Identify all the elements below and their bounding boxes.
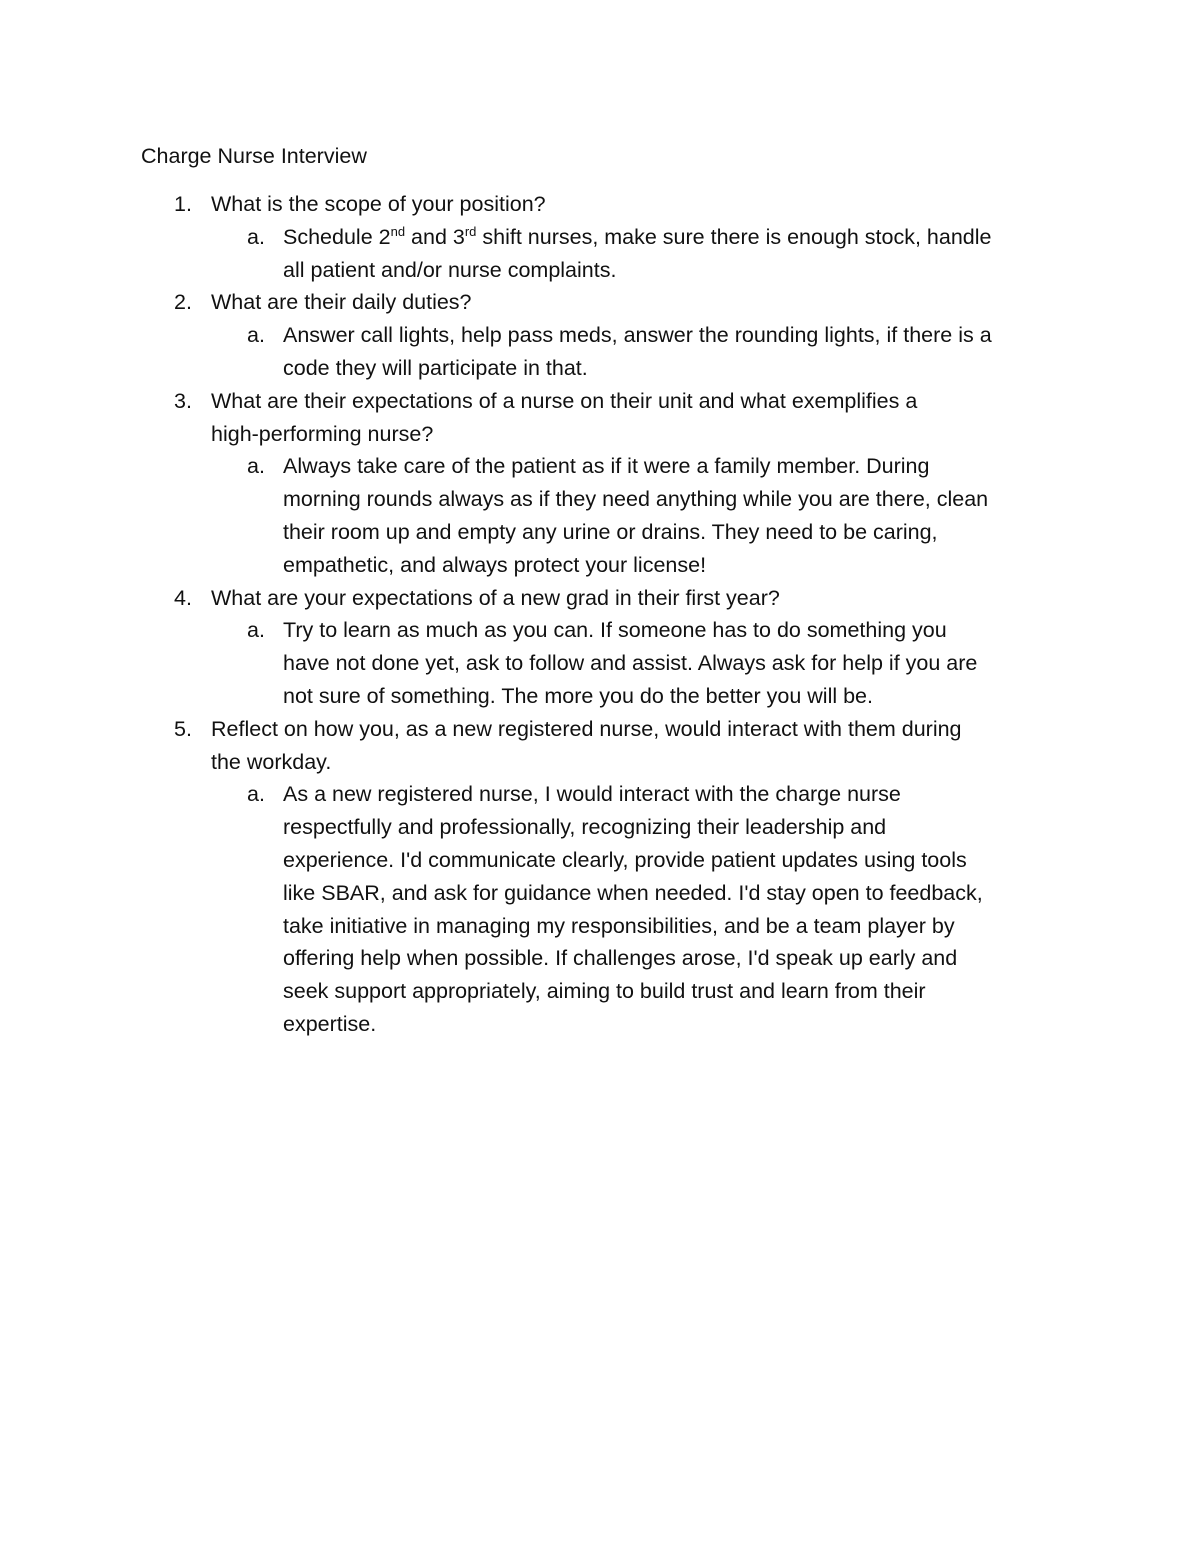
- question-number: 5.: [174, 716, 192, 741]
- answer-line: [0, 911, 1200, 944]
- question-text: What are their daily duties?: [211, 290, 472, 315]
- question-number: 1.: [174, 192, 192, 216]
- answer-letter: a.: [247, 618, 265, 643]
- question-line: [0, 583, 1200, 616]
- answer-line: [0, 812, 1200, 845]
- question-line: [0, 747, 1200, 780]
- answer-line: [0, 779, 1200, 812]
- answer-line: [0, 550, 1200, 583]
- answer-line: [0, 255, 1200, 288]
- answer-line: [0, 1009, 1200, 1042]
- question-line: [0, 386, 1200, 419]
- answer-line: [0, 615, 1200, 648]
- ordinal-suffix: nd: [390, 223, 406, 239]
- answer-line: [0, 353, 1200, 386]
- answer-line: [0, 222, 1200, 255]
- question-line: [0, 714, 1200, 747]
- interview-list: [0, 189, 1200, 1042]
- answer-line: [0, 845, 1200, 878]
- answer-text-part: and 3: [405, 224, 465, 249]
- question-line: [0, 189, 1200, 222]
- answer-text: not sure of something. The more you do the better you will be.: [283, 683, 873, 708]
- answer-text: Try to learn as much as you can. If someone has to do something you: [283, 618, 947, 643]
- answer-text: empathetic, and always protect your license!: [283, 552, 707, 577]
- answer-text: As a new registered nurse, I would interact with the charge nurse: [283, 782, 901, 807]
- question-text: What are their expectations of a nurse on their unit and what exemplifies a: [211, 388, 918, 413]
- answer-letter: a.: [247, 782, 265, 807]
- question-text: high-performing nurse?: [211, 421, 434, 446]
- answer-text: respectfully and professionally, recognizing their leadership and: [283, 815, 887, 840]
- answer-text: code they will participate in that.: [283, 355, 588, 380]
- answer-letter: a.: [247, 454, 265, 479]
- answer-text: take initiative in managing my responsibilities, and be a team player by: [283, 913, 955, 938]
- answer-letter: a.: [247, 224, 265, 249]
- question-line: [0, 287, 1200, 320]
- answer-text: Always take care of the patient as if it were a family member. During: [283, 454, 930, 479]
- answer-text: experience. I'd communicate clearly, provide patient updates using tools: [283, 847, 967, 872]
- answer-line: [0, 976, 1200, 1009]
- answer-text: like SBAR, and ask for guidance when needed. I'd stay open to feedback,: [283, 880, 983, 905]
- answer-text: offering help when possible. If challenges arose, I'd speak up early and: [283, 946, 958, 971]
- answer-line: [0, 648, 1200, 681]
- ordinal-suffix: rd: [464, 223, 477, 239]
- answer-line: [0, 451, 1200, 484]
- question-number: 3.: [174, 388, 192, 413]
- answer-line: [0, 320, 1200, 353]
- answer-text: seek support appropriately, aiming to build trust and learn from their: [283, 979, 926, 1004]
- answer-text: [283, 222, 992, 252]
- answer-text: have not done yet, ask to follow and assist. Always ask for help if you are: [283, 651, 978, 676]
- question-text: Reflect on how you, as a new registered nurse, would interact with them during: [211, 716, 962, 741]
- answer-text: expertise.: [283, 1011, 377, 1036]
- answer-line: [0, 681, 1200, 714]
- answer-line: [0, 878, 1200, 911]
- answer-letter: a.: [247, 323, 265, 348]
- question-number: 4.: [174, 585, 192, 610]
- question-text: the workday.: [211, 749, 332, 774]
- answer-text: all patient and/or nurse complaints.: [283, 257, 617, 282]
- question-number: 2.: [174, 290, 192, 315]
- answer-text: Answer call lights, help pass meds, answer the rounding lights, if there is a: [283, 323, 992, 348]
- answer-line: [0, 517, 1200, 550]
- question-text: What are your expectations of a new grad in their first year?: [211, 585, 780, 610]
- answer-text-part: shift nurses, make sure there is enough stock, handle: [476, 224, 992, 249]
- answer-line: [0, 943, 1200, 976]
- answer-text: their room up and empty any urine or drains. They need to be caring,: [283, 519, 938, 544]
- answer-text-part: Schedule 2: [283, 224, 391, 249]
- question-line: [0, 419, 1200, 452]
- answer-line: [0, 484, 1200, 517]
- question-text: What is the scope of your position?: [211, 192, 546, 216]
- answer-text: morning rounds always as if they need anything while you are there, clean: [283, 487, 989, 512]
- document-title: Charge Nurse Interview: [141, 144, 367, 168]
